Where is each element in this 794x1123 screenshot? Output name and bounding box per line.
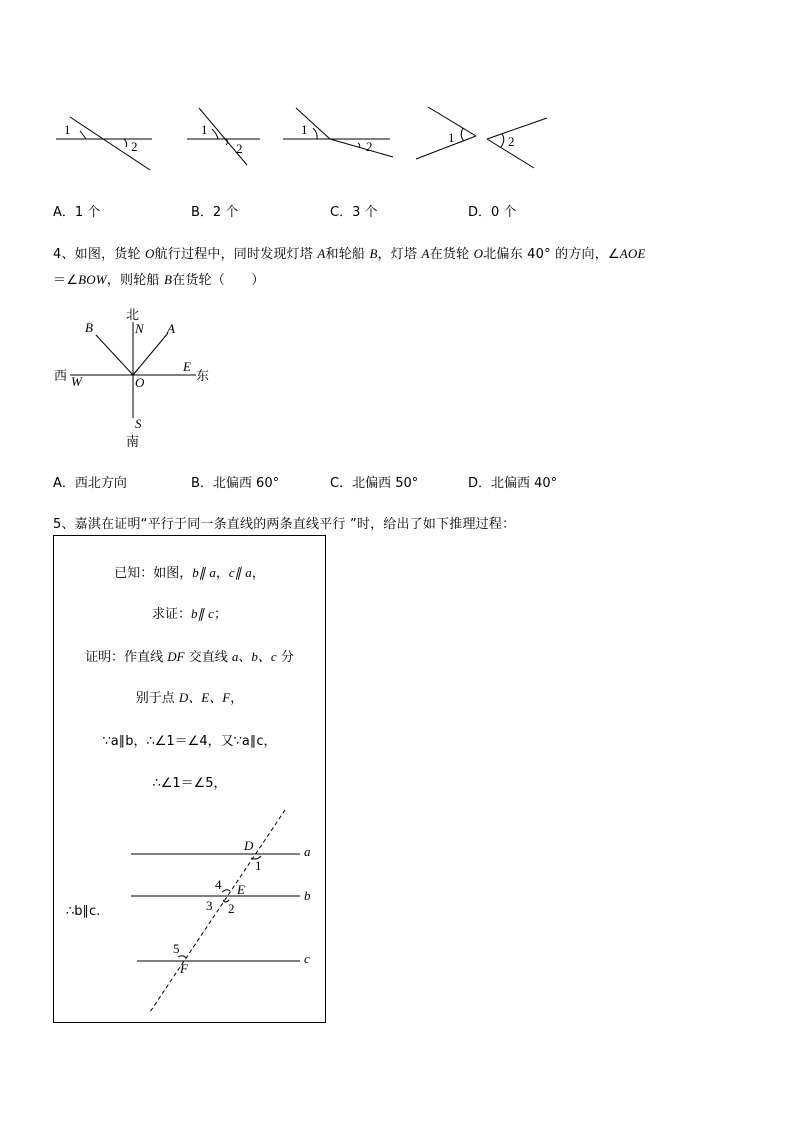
angle-3-label: 3 [206, 898, 213, 913]
line-a-label: a [304, 844, 311, 859]
compass-east: 东 [196, 369, 210, 384]
proof-text: 证明：作直线 [85, 650, 168, 665]
q4-angle-aoe: AOE [619, 246, 646, 261]
q4-var-o: O [473, 246, 484, 261]
q4-var-b: B [163, 272, 173, 287]
lines-abc: a、b、c [231, 649, 277, 664]
point-s: S [135, 416, 142, 431]
proof-text: ， [251, 566, 265, 581]
line-b-label: b [304, 888, 311, 903]
q4-text: ，则轮船 [106, 273, 164, 288]
q4-option-a[interactable]: A．西北方向 [53, 476, 127, 491]
point-o: O [135, 375, 145, 390]
proof-text: 交直线 [184, 650, 232, 665]
q3-option-a[interactable]: A．1 个 [53, 205, 101, 220]
q3-c-label-2: 2 [366, 139, 373, 154]
q4-text: 4、如图，货轮 [53, 247, 146, 262]
compass-south: 南 [126, 435, 140, 450]
q3-d-label-2: 2 [508, 134, 515, 149]
q3-d-label-1: 1 [448, 130, 455, 145]
proof-text: 求证： [152, 607, 192, 622]
q4-var-o: O [145, 246, 155, 261]
q4-text: 在货轮（ ） [172, 273, 265, 288]
var-a: a [209, 565, 216, 580]
compass-west: 西 [54, 369, 68, 384]
q4-text: 和轮船 [325, 247, 370, 262]
proof-conclusion: ∴b∥c. [66, 904, 101, 919]
var-b: b [191, 606, 198, 621]
q3-a-label-2: 2 [131, 139, 138, 154]
point-n: N [135, 321, 144, 336]
q3-option-d[interactable]: D．0 个 [468, 205, 517, 220]
q4-angle-bow: BOW [78, 272, 107, 287]
q4-option-c[interactable]: C．北偏西 50° [330, 476, 419, 491]
point-d-label: D [244, 838, 254, 853]
angle-4-label: 4 [215, 877, 222, 892]
proof-step-3: ∵a∥b，∴∠1＝∠4，又∵a∥c， [102, 734, 277, 749]
parallel-symbol: ∥ [198, 565, 206, 580]
line-c-label: c [304, 951, 310, 966]
q3-option-b[interactable]: B．2 个 [191, 205, 239, 220]
angle-2-label: 2 [228, 901, 235, 916]
proof-text: 别于点 [135, 691, 179, 706]
var-a: a [245, 565, 252, 580]
q4-var-a: A [317, 246, 326, 261]
var-b: b [192, 565, 199, 580]
point-f-label: F [180, 961, 188, 976]
point-w: W [71, 374, 82, 389]
q4-option-d[interactable]: D．北偏西 40° [468, 476, 558, 491]
q4-option-b[interactable]: B．北偏西 60° [191, 476, 280, 491]
q4-var-a: A [421, 246, 430, 261]
q3-c-label-1: 1 [301, 122, 308, 137]
q3-a-label-1: 1 [64, 122, 71, 137]
proof-step-4: ∴∠1＝∠5， [152, 776, 227, 791]
var-c: c [208, 606, 214, 621]
point-e-label: E [237, 882, 245, 897]
q4-text: 在货轮 [429, 247, 474, 262]
q4-text: 航行过程中，同时发现灯塔 [154, 247, 318, 262]
proof-text: 已知：如图， [114, 566, 193, 581]
q3-option-c[interactable]: C．3 个 [330, 205, 378, 220]
point-a: A [167, 321, 175, 336]
q4-text: ＝∠ [53, 273, 79, 288]
q4-var-b: B [369, 246, 378, 261]
point-e: E [183, 359, 191, 374]
q4-text: ，灯塔 [377, 247, 422, 262]
proof-text: ， [230, 691, 244, 706]
var-c: c [228, 565, 235, 580]
angle-1-label: 1 [255, 858, 262, 873]
parallel-symbol: ∥ [197, 606, 205, 621]
q3-b-label-1: 1 [201, 122, 208, 137]
q4-text: 北偏东 40° 的方向，∠ [483, 247, 620, 262]
compass-north: 北 [126, 308, 140, 323]
q3-b-label-2: 2 [236, 141, 243, 156]
proof-text: ； [213, 607, 227, 622]
q5-title: 5、嘉淇在证明“平行于同一条直线的两条直线平行 ”时，给出了如下推理过程： [53, 517, 516, 532]
angle-5-label: 5 [173, 941, 180, 956]
proof-text: ， [215, 566, 229, 581]
points-def: D、E、F [178, 690, 231, 705]
line-df: DF [167, 649, 185, 664]
point-b: B [85, 320, 93, 335]
proof-text: 分 [276, 650, 294, 665]
parallel-symbol: ∥ [234, 565, 242, 580]
